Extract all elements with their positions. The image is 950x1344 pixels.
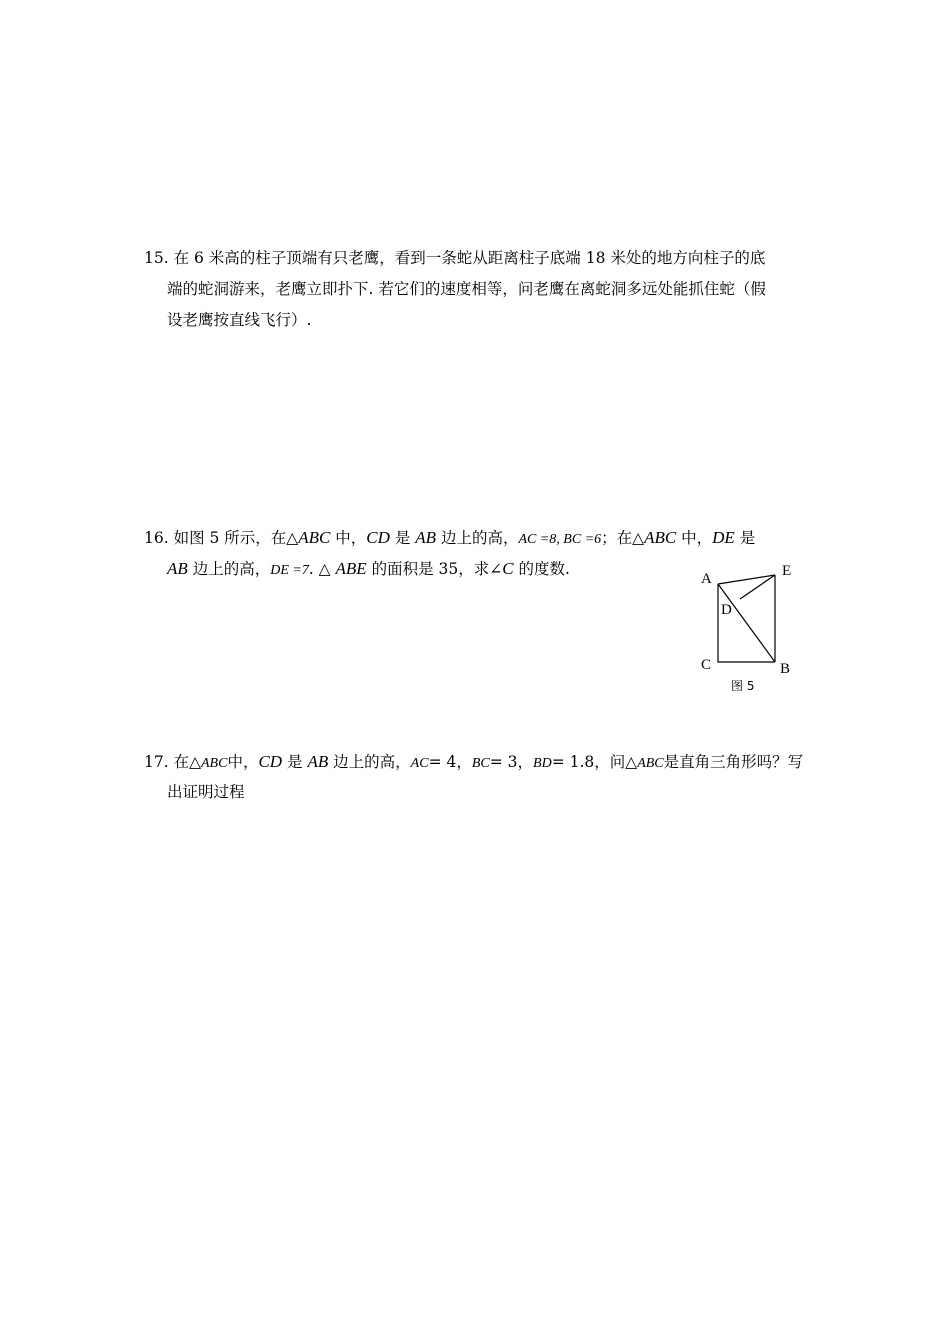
math-bc: BC bbox=[471, 756, 490, 771]
text: = 1.8，问△ bbox=[551, 753, 638, 771]
problem-15-line-2: 端的蛇洞游来，老鹰立即扑下. 若它们的速度相等，问老鹰在离蛇洞多远处能抓住蛇（假 bbox=[167, 280, 766, 298]
text: 17. 在△ bbox=[144, 753, 201, 771]
text: 是 bbox=[282, 753, 308, 771]
text: 是直角三角形吗？写 bbox=[663, 753, 804, 771]
label-e: E bbox=[782, 563, 792, 579]
text: ；在△ bbox=[601, 529, 645, 547]
label-d: D bbox=[721, 602, 732, 618]
problem-15-line-1: 15. 在 6 米高的柱子顶端有只老鹰，看到一条蛇从距离柱子底端 18 米处的地方向柱子的底 bbox=[144, 249, 766, 267]
label-a: A bbox=[701, 571, 712, 587]
math-cd: CD bbox=[258, 752, 283, 771]
math-ac-bc: AC =8, BC =6 bbox=[518, 532, 602, 547]
text: 边上的高， bbox=[328, 753, 411, 771]
math-abc: ABC bbox=[201, 756, 228, 771]
text: 是 bbox=[734, 529, 756, 547]
problem-16-line-1 bbox=[144, 522, 814, 553]
text: 的度数. bbox=[513, 560, 570, 578]
label-c: C bbox=[701, 657, 712, 673]
math-abc: ABC bbox=[298, 528, 331, 547]
problem-17-line-2: 出证明过程 bbox=[167, 783, 245, 801]
text: = 4， bbox=[428, 753, 472, 771]
math-ac: AC bbox=[410, 756, 429, 771]
text: 中， bbox=[330, 529, 367, 547]
text: . △ bbox=[308, 560, 336, 578]
segment-ab bbox=[718, 584, 775, 662]
math-abe: ABE bbox=[335, 559, 367, 578]
math-de-value: DE =7 bbox=[270, 563, 309, 578]
problem-17-line-1 bbox=[144, 746, 814, 777]
math-c: C bbox=[502, 559, 514, 578]
figure-5 bbox=[692, 562, 802, 697]
text: 16. 如图 5 所示，在△ bbox=[144, 529, 299, 547]
text: 边上的高， bbox=[436, 529, 519, 547]
math-bd: BD bbox=[533, 756, 552, 771]
math-abc: ABC bbox=[637, 756, 664, 771]
text: 中， bbox=[676, 529, 713, 547]
text: = 3， bbox=[489, 753, 534, 771]
figure-caption: 图 5 bbox=[731, 679, 755, 693]
label-b: B bbox=[780, 661, 791, 677]
segment-ae bbox=[718, 575, 775, 584]
text: 中， bbox=[227, 753, 259, 771]
problem-15-line-3: 设老鹰按直线飞行）. bbox=[167, 311, 312, 329]
math-ab: AB bbox=[307, 752, 329, 771]
math-ab: AB bbox=[415, 528, 437, 547]
segment-ed bbox=[740, 575, 775, 599]
math-abc: ABC bbox=[644, 528, 677, 547]
problem-15 bbox=[144, 243, 814, 336]
text: 的面积是 35，求∠ bbox=[366, 560, 503, 578]
math-ab: AB bbox=[167, 559, 188, 578]
text: 边上的高， bbox=[187, 560, 271, 578]
math-cd: CD bbox=[366, 528, 390, 547]
problem-17 bbox=[144, 746, 814, 808]
math-de: DE bbox=[712, 528, 735, 547]
text: 是 bbox=[389, 529, 416, 547]
